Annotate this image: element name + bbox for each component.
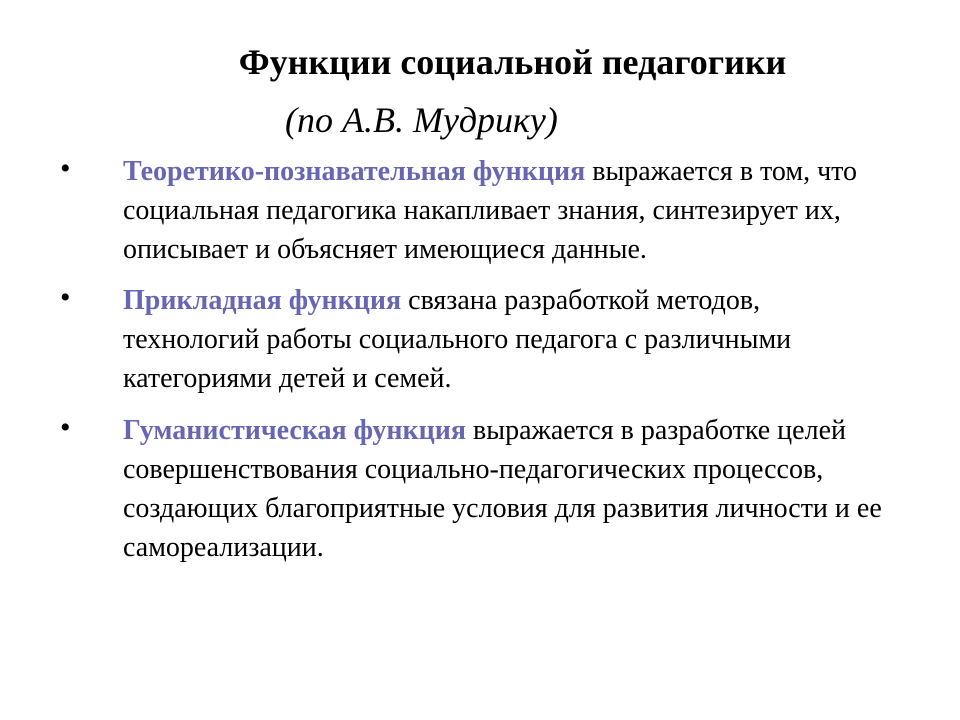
slide-title: Функции социальной педагогики	[238, 42, 787, 82]
bullet-icon: •	[60, 411, 71, 444]
bullet-icon: •	[60, 152, 71, 185]
bullet-icon: •	[60, 281, 71, 314]
bullet-text: связана разработкой методов, технологий работы социального педагога с различными категориями детей и семей.	[123, 285, 792, 394]
bullet-item-applied	[60, 281, 900, 398]
slide-subtitle: (по А.В. Мудрику)	[285, 100, 558, 140]
bullet-text: выражается в том, что социальная педагогика накапливает знания, синтезирует их, описывает и объясняет имеющиеся данные.	[123, 156, 858, 265]
bullet-term: Гуманистическая функция	[123, 415, 467, 446]
bullet-item-theoretical	[60, 152, 900, 269]
bullet-term: Теоретико-познавательная функция	[123, 156, 586, 187]
bullet-list	[60, 152, 900, 579]
bullet-item-humanistic	[60, 411, 900, 567]
bullet-term: Прикладная функция	[123, 285, 402, 316]
bullet-text: выражается в разработке целей совершенствования социально-педагогических процессов, создающих благоприятные условия для развития личности и ее самореализации.	[123, 415, 882, 563]
